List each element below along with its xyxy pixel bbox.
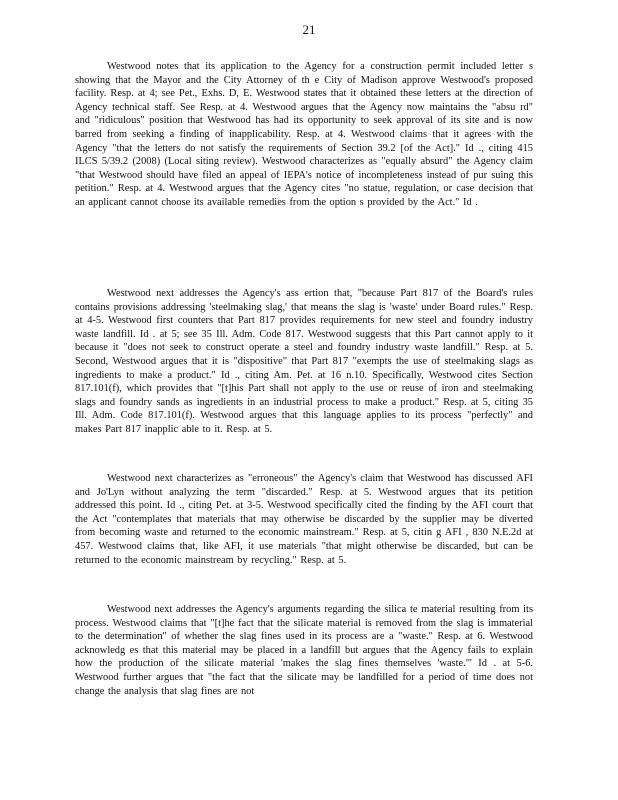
paragraph-part-817: Westwood next addresses the Agency's ass ertion that, "because Part 817 of the Board's rules contains provisions addressing 'steelmaking slag,' that means the slag is 'waste' under Board rules." Resp. at 4-5. Westwood first counters that Part 817 provides requirements for new steel and foundry industry waste landfill. Id . at 5; see 35 Ill. Adm. Code 817. Westwood suggests that this Part cannot apply to it because it "does not seek to construct operate a steel and foundry industry waste landfill." Resp. at 5. Second, Westwood argues that it is "dispositive" that Part 817 "exempts the use of steelmaking slags as ingredients to make a product." Id ., citing Am. Pet. at 16 n.10. Specifically, Westwood cites Section 817.101(f), which provides that "[t]his Part shall not apply to the use or reuse of iron and steelmaking slags and foundry sands as ingredients in an industrial process to make a product." Resp. at 5, citing 35 Ill. Adm. Code 817.101(f). Westwood argues that this language applies to its process "perfectly" and makes Part 817 inapplic able to it. Resp. at 5.	[75, 288, 533, 435]
page-number: 21	[302, 22, 316, 37]
paragraph-application-letters: Westwood notes that its application to the Agency for a construction permit included letter s showing that the Mayor and the City Attorney of th e City of Madison approve Westwood's proposed facility. Resp. at 4; see Pet., Exhs. D, E. Westwood states that it obtained these letters at the direction of Agency technical staff. See Resp. at 4. Westwood argues that the Agency now maintains the "absu rd" and "ridiculous" position that Westwood has had its opportunity to seek approval of its site and is now barred from seeking a finding of inapplicability. Resp. at 4. Westwood claims that it agrees with the Agency "that the letters do not satisfy the requirements of Section 39.2 [of the Act]." Id ., citing 415 ILCS 5/39.2 (2008) (Local siting review). Westwood characterizes as "equally absurd" the Agency claim "that Westwood should have filed an appeal of IEPA's notice of incompleteness instead of pur suing this petition." Resp. at 4. Westwood argues that the Agency cites "no statue, regulation, or case decision that an applicant cannot choose its available remedies from the option s provided by the Act." Id .	[75, 61, 533, 208]
paragraph-silicate-material: Westwood next addresses the Agency's arguments regarding the silica te material resulting from its process. Westwood claims that "[t]he fact that the silicate material is removed from the slag is immaterial to the determination" of whether the slag fines used in its process are a "waste." Resp. at 6. Westwood acknowledg es that this material may be placed in a landfill but argues that the Agency fails to explain how the production of the silicate material 'makes the slag fines themselves 'waste."' Id . at 5-6. Westwood further argues that "the fact that the silicate may be landfilled for a period of time does not change the analysis that slag fines are not	[75, 604, 533, 697]
paragraph-discarded: Westwood next characterizes as "erroneous" the Agency's claim that Westwood has discussed AFI and Jo'Lyn without analyzing the term "discarded." Resp. at 5. Westwood argues that its petition addressed this point. Id ., citing Pet. at 3-5. Westwood specifically cited the finding by the AFI court that the Act "contemplates that materials that may otherwise be discarded by the supplier may be diverted from becoming waste and returned to the economic mainstream." Resp. at 5, citin g AFI , 830 N.E.2d at 457. Westwood claims that, like AFI, it use materials "that might otherwise be discarded, but can be returned to the economic mainstream by recycling." Resp. at 5.	[75, 473, 533, 566]
